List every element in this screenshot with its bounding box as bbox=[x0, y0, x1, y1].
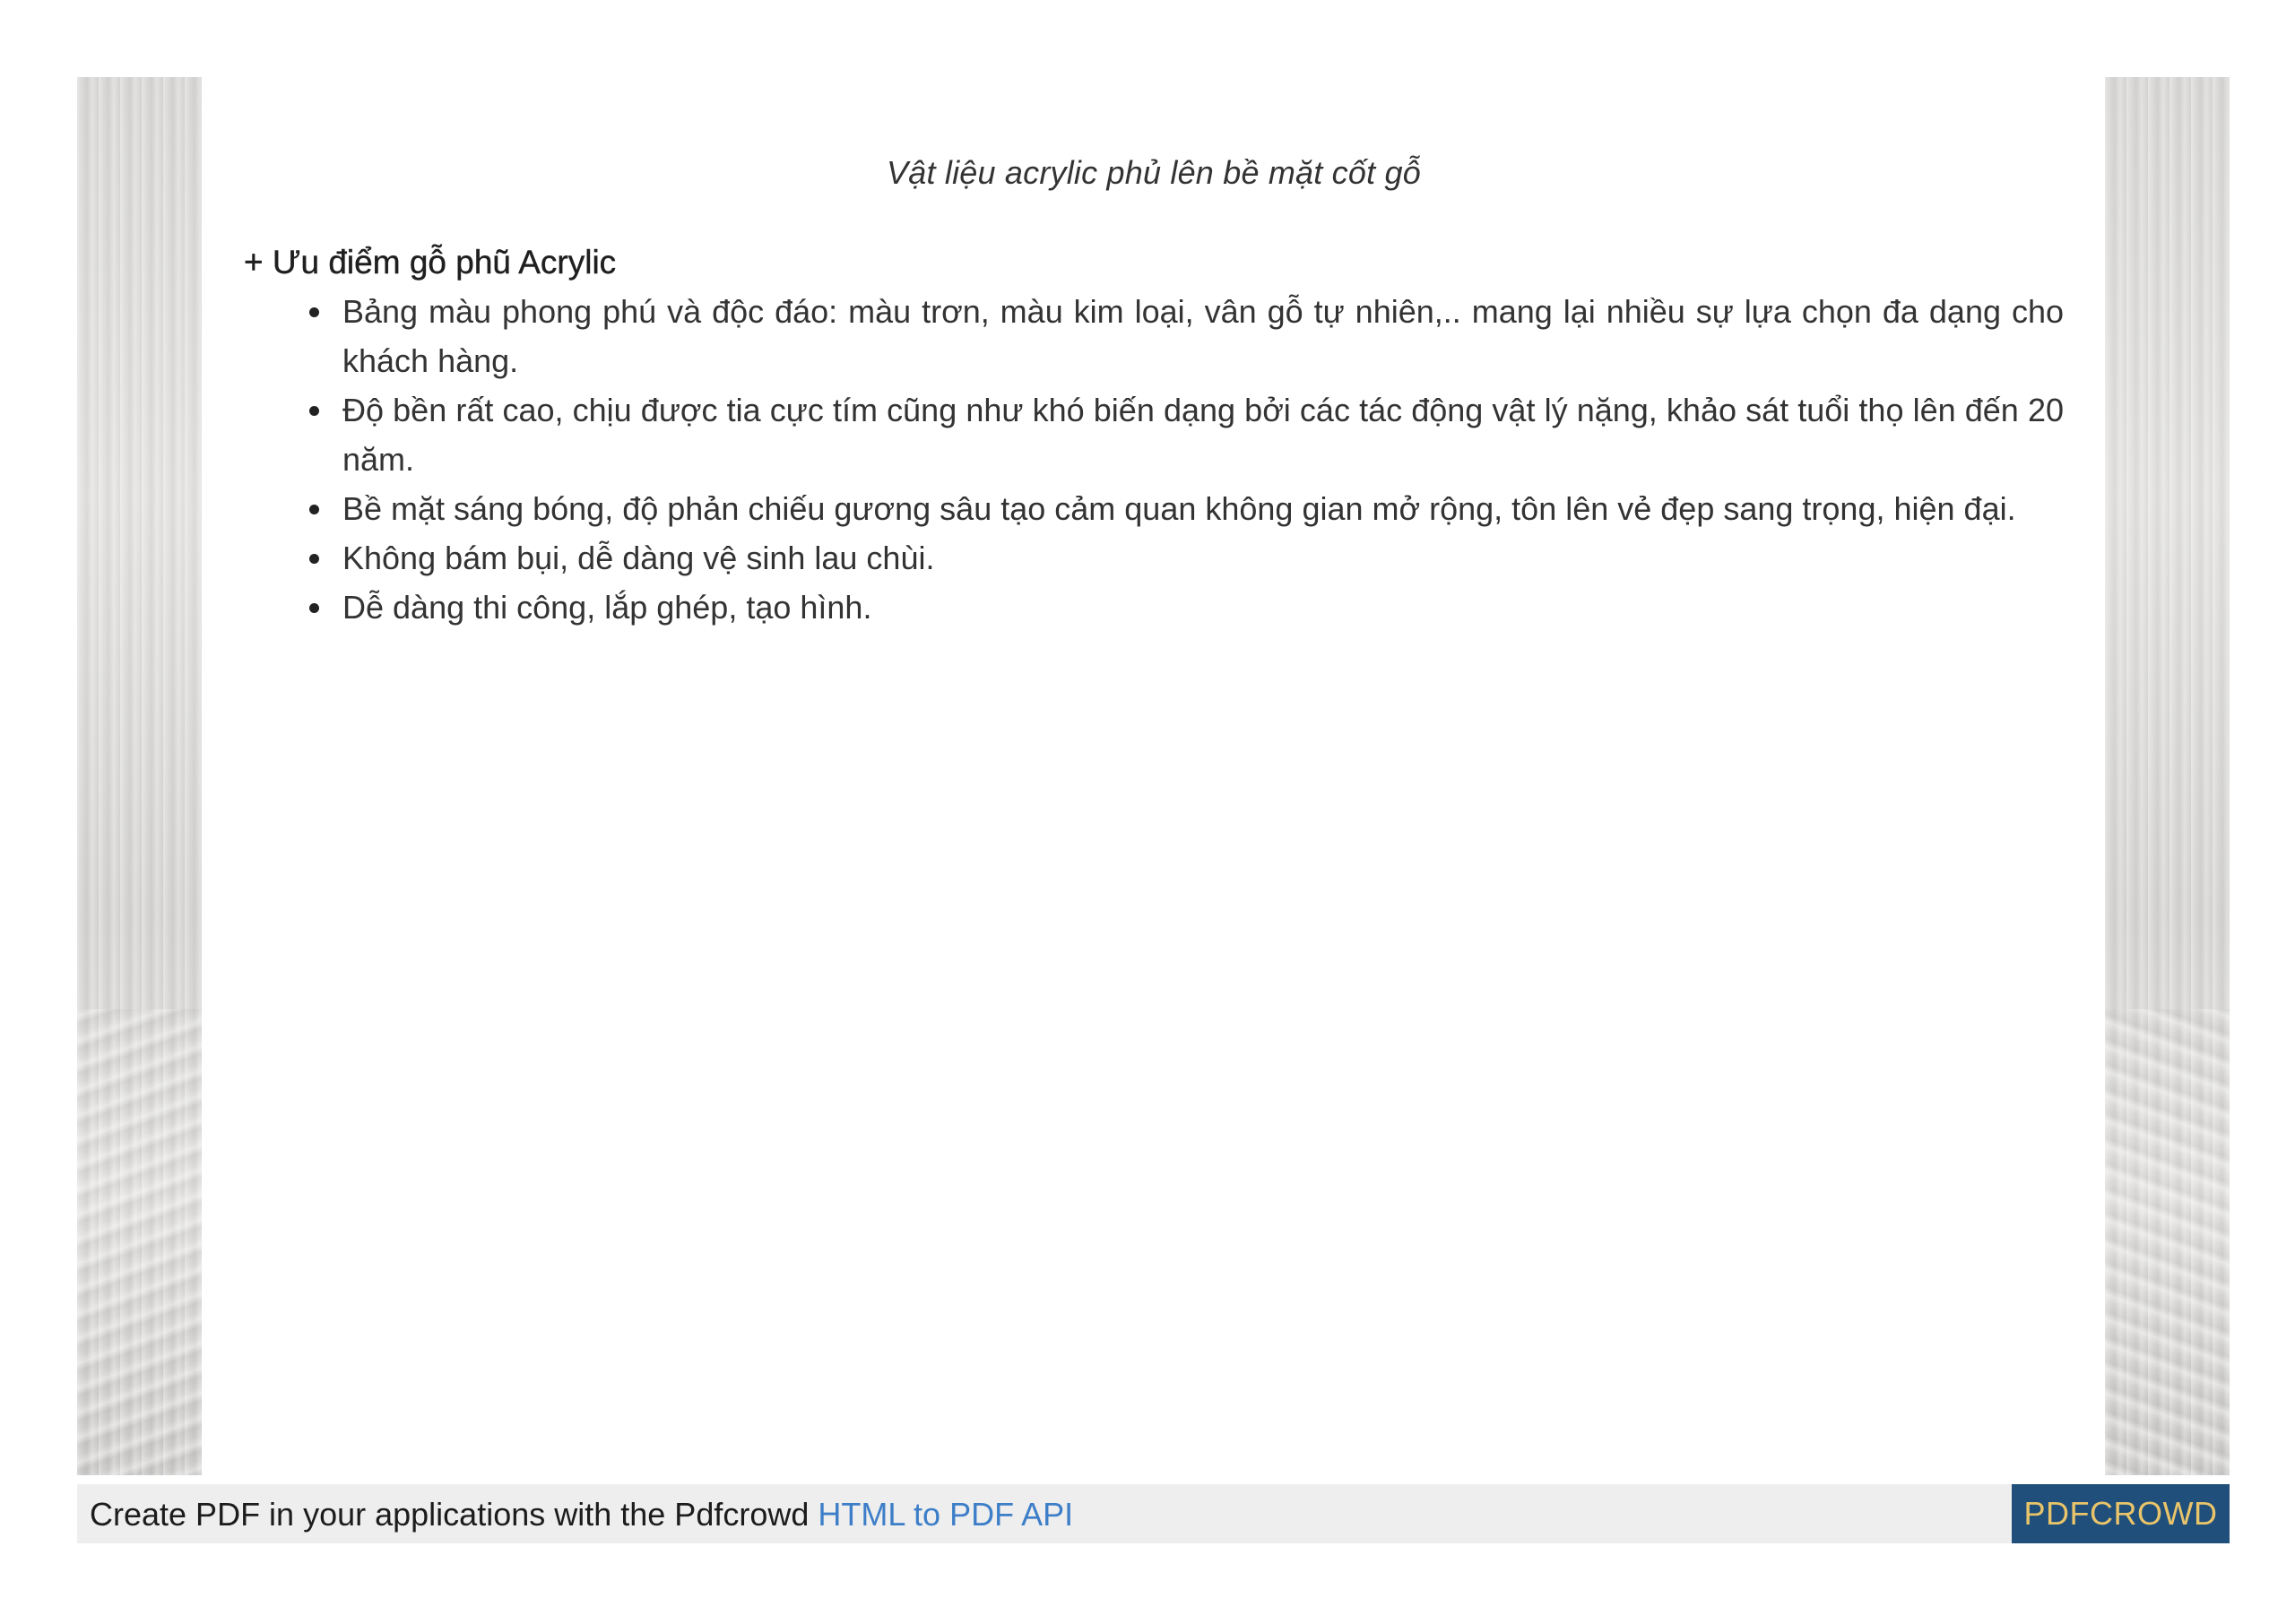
section-heading: + Ưu điểm gỗ phũ Acrylic bbox=[244, 244, 617, 281]
pdfcrowd-footer-bar bbox=[77, 1484, 2230, 1543]
list-item: Không bám bụi, dễ dàng vệ sinh lau chùi. bbox=[342, 533, 2064, 583]
html-to-pdf-api-link[interactable]: HTML to PDF API bbox=[818, 1496, 1074, 1533]
advantages-list bbox=[244, 287, 2064, 632]
list-item: Độ bền rất cao, chịu được tia cực tím cũng như khó biến dạng bởi các tác động vật lý nặng, khảo sát tuổi thọ lên đến 20 năm. bbox=[342, 385, 2064, 484]
footer-text bbox=[90, 1496, 1073, 1533]
pdfcrowd-brand-button[interactable]: PDFCROWD bbox=[2012, 1484, 2230, 1543]
page-content bbox=[244, 154, 2064, 632]
list-item: Bề mặt sáng bóng, độ phản chiếu gương sâu tạo cảm quan không gian mở rộng, tôn lên vẻ đẹp sang trọng, hiện đại. bbox=[342, 484, 2064, 533]
list-item: Dễ dàng thi công, lắp ghép, tạo hình. bbox=[342, 583, 2064, 632]
footer-message: Create PDF in your applications with the Pdfcrowd bbox=[90, 1496, 818, 1533]
document-page bbox=[77, 77, 2230, 1475]
decorative-side-panel-right bbox=[2105, 77, 2230, 1475]
decorative-side-panel-left bbox=[77, 77, 202, 1475]
image-caption: Vật liệu acrylic phủ lên bề mặt cốt gỗ bbox=[887, 154, 1421, 191]
list-item: Bảng màu phong phú và độc đáo: màu trơn, màu kim loại, vân gỗ tự nhiên,.. mang lại nhiều sự lựa chọn đa dạng cho khách hàng. bbox=[342, 287, 2064, 385]
